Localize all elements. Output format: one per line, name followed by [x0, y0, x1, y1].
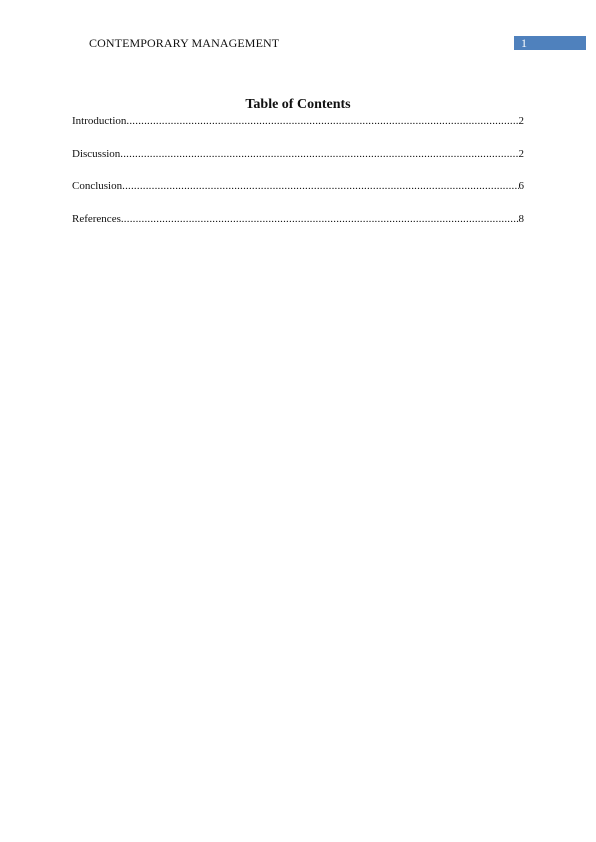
- page-number-badge: 1: [514, 36, 586, 50]
- toc-entry-conclusion[interactable]: [72, 179, 524, 193]
- toc-entry-page: 2: [518, 115, 524, 127]
- toc-entry-page: 6: [518, 180, 524, 193]
- toc-entry-label: Discussion: [72, 147, 121, 160]
- toc-title: Table of Contents: [245, 97, 351, 112]
- toc-entry-label: Conclusion: [72, 180, 123, 193]
- header-title: CONTEMPORARY MANAGEMENT: [89, 36, 280, 50]
- toc-dot-leader: [122, 179, 518, 193]
- toc-dot-leader: [121, 212, 519, 226]
- toc-dot-leader: [126, 114, 518, 128]
- toc-entry-label: References: [72, 213, 121, 226]
- toc-entry-discussion[interactable]: [72, 147, 524, 161]
- page-header: [0, 0, 596, 60]
- table-of-contents: [72, 114, 524, 245]
- toc-entry-label: Introduction: [72, 115, 127, 127]
- toc-entry-page: 2: [518, 147, 524, 160]
- toc-entry-introduction[interactable]: [72, 114, 524, 128]
- toc-dot-leader: [120, 147, 518, 161]
- toc-entry-page: 8: [518, 213, 524, 226]
- toc-entry-references[interactable]: [72, 212, 524, 226]
